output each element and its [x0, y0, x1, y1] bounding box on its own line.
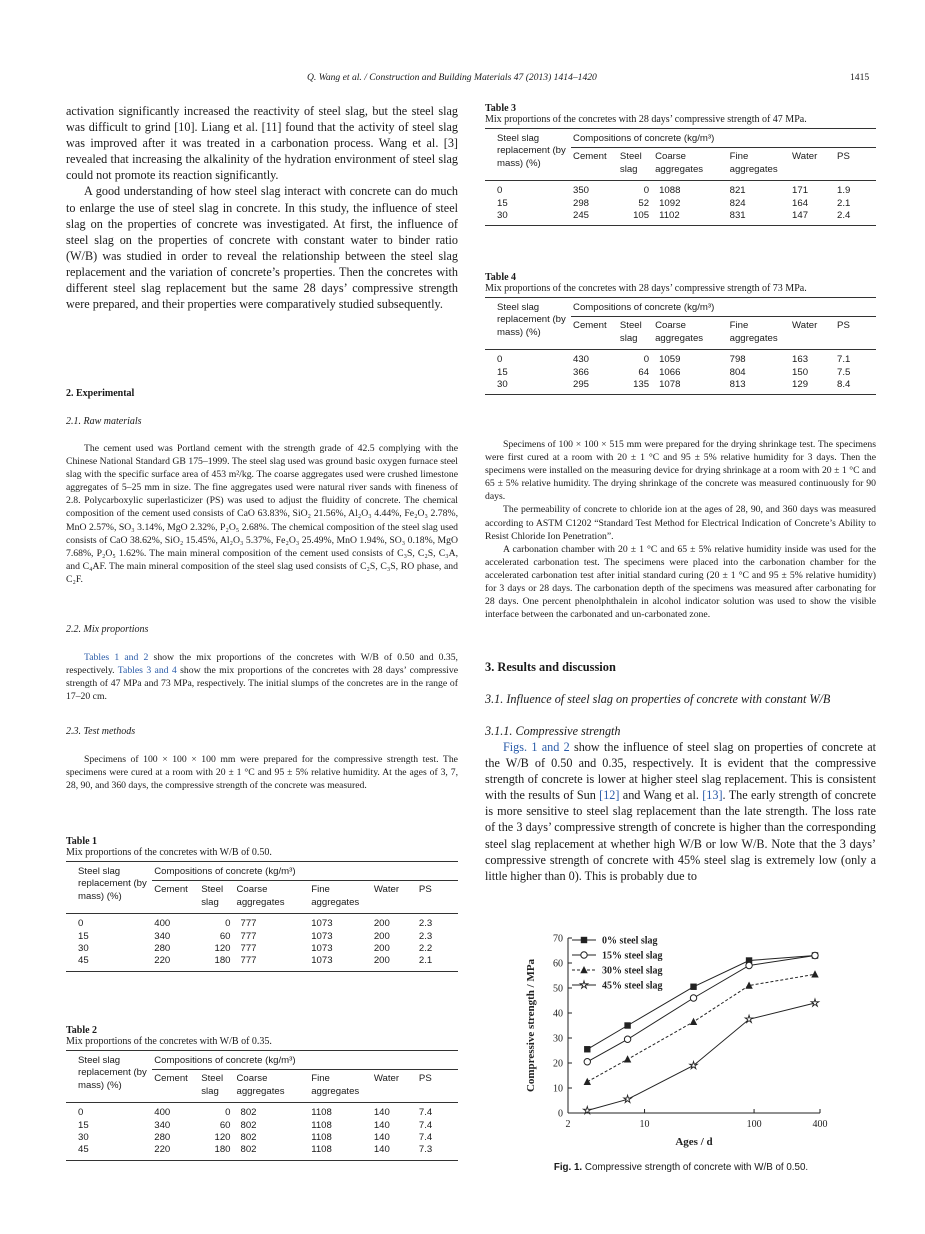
cs-text-a: show the influence of steel slag on properties of concrete at the W/B of 0.50 and 0.35, respectively. It is evident that the compressive strength of concrete is lower at higher steel slag replacement. This is consistent with the results of Sun: [485, 740, 876, 803]
cell-steel-slag: 64: [638, 366, 650, 378]
x-axis-label: Ages / d: [675, 1136, 713, 1148]
table-1-caption: Mix proportions of the concretes with W/B of 0.50.: [66, 847, 272, 858]
cell-fine: 1073: [311, 918, 333, 930]
legend-label: 0% steel slag: [602, 935, 658, 947]
table-row: [485, 210, 876, 226]
raw-materials-block: [66, 442, 458, 586]
cell-water: 147: [792, 210, 809, 222]
cell-cement: 220: [154, 955, 171, 967]
mix-text-mid: show the mix proportions of the concretes with W/B of 0.50 and 0.35, respectively.: [66, 652, 458, 677]
mix-proportions-block: [66, 651, 458, 703]
table-2-caption: Mix proportions of the concretes with W/B of 0.35.: [66, 1036, 272, 1047]
table-3: [485, 103, 876, 226]
cell-coarse: 1102: [659, 210, 680, 222]
carbonation-paragraph: A carbonation chamber with 20 ± 1 °C and 65 ± 5% relative humidity inside was used for the accelerated carbonation test. The specimens were placed into the carbonation chamber for the accelerated carbonation test after initial standard curing (20 ± 1 °C and 95 ± 5% relative humidity) for 3 days or 28 days. The carbonation depth of the specimens was measured after carbonating for 28 days. One percent phenolphthalein in alcohol indicator solution was used to show the visible interface between the carbonated and un-carbonated zone.: [485, 543, 876, 621]
header-coarse: Coarse aggregates: [655, 320, 704, 344]
legend-marker: [581, 952, 587, 958]
table-row: [66, 1103, 458, 1120]
cell-ps: 1.9: [837, 185, 851, 197]
section-heading-results: 3. Results and discussion: [485, 660, 616, 674]
figure-1-label: Fig. 1.: [553, 1162, 583, 1173]
y-tick-label: 60: [553, 958, 563, 970]
cell-coarse: 1088: [659, 185, 681, 197]
cell-water: 163: [792, 354, 809, 366]
mix-proportions-paragraph: [66, 651, 458, 703]
table-4: [485, 272, 876, 395]
table-row: [66, 931, 458, 943]
cell-water: 171: [792, 185, 809, 197]
cell-water: 140: [373, 1132, 390, 1144]
subsection-heading-test-methods: 2.3. Test methods: [66, 726, 136, 737]
data-point: [624, 1022, 630, 1028]
data-point: [690, 1062, 698, 1069]
subsection-2-3: [66, 726, 458, 737]
running-header: [0, 72, 925, 86]
cell-replacement: 30: [78, 943, 89, 955]
header-fine: Fine aggregates: [729, 320, 778, 344]
table-row: [485, 181, 876, 198]
compressive-strength-paragraph: [485, 739, 876, 884]
cell-coarse: 802: [240, 1119, 257, 1131]
cell-ps: 2.4: [837, 210, 851, 222]
data-point: [584, 1046, 590, 1052]
y-tick-label: 50: [553, 983, 563, 995]
header-fine: Fine aggregates: [729, 151, 778, 175]
legend-label: 45% steel slag: [602, 980, 663, 992]
cell-replacement: 0: [497, 185, 503, 197]
data-point: [811, 970, 818, 977]
data-point: [812, 952, 818, 958]
y-tick-label: 30: [553, 1033, 563, 1045]
legend-marker: [580, 966, 587, 973]
cell-fine: 1108: [311, 1119, 332, 1131]
y-tick-label: 40: [553, 1008, 563, 1020]
header-ps: PS: [837, 320, 850, 332]
data-point: [690, 995, 696, 1001]
cell-fine: 821: [729, 185, 746, 197]
table-3-grid: [485, 128, 876, 226]
data-point: [690, 1018, 697, 1025]
data-point: [746, 962, 752, 968]
left-column-intro: [66, 103, 458, 312]
cell-steel-slag: 105: [633, 210, 650, 222]
cell-cement: 295: [573, 379, 590, 391]
cell-cement: 400: [154, 1107, 171, 1119]
legend-label: 15% steel slag: [602, 950, 663, 962]
subsection-heading-compressive-strength: 3.1.1. Compressive strength: [485, 724, 621, 738]
cell-replacement: 30: [497, 379, 508, 391]
cell-fine: 1108: [311, 1107, 332, 1119]
y-tick-label: 20: [553, 1058, 563, 1070]
cell-replacement: 30: [497, 210, 508, 222]
legend-label: 30% steel slag: [602, 965, 663, 977]
cell-cement: 340: [154, 930, 171, 942]
cell-cement: 340: [154, 1119, 171, 1131]
table-row: [66, 955, 458, 971]
cell-ps: 7.4: [418, 1119, 433, 1131]
cell-steel-slag: 0: [643, 185, 650, 197]
cell-cement: 430: [573, 354, 590, 366]
cell-replacement: 30: [78, 1132, 89, 1144]
data-point: [624, 1036, 630, 1042]
table-row: [485, 379, 876, 395]
header-cement: Cement: [154, 884, 188, 896]
cell-replacement: 15: [78, 1119, 89, 1131]
figs-1-2-link[interactable]: Figs. 1 and 2: [503, 740, 570, 754]
table-row: [66, 1144, 458, 1160]
cell-fine: 804: [729, 366, 746, 378]
figure-1-caption: [486, 1162, 876, 1173]
subsection-3-1-1: [485, 724, 876, 884]
table-3-label: Table 3: [485, 103, 517, 114]
subsection-heading-raw-materials: 2.1. Raw materials: [66, 416, 142, 427]
y-tick-label: 70: [553, 933, 563, 945]
header-steel-slag: Steel slag: [201, 1073, 224, 1097]
cell-water: 164: [792, 197, 809, 209]
header-water: Water: [792, 320, 818, 332]
header-steel-slag: Steel slag: [619, 320, 642, 344]
cell-coarse: 802: [240, 1144, 257, 1156]
cell-ps: 7.3: [418, 1144, 433, 1156]
header-replacement: Steel slag replacement (by mass) (%): [497, 133, 566, 169]
header-ps: PS: [837, 151, 850, 163]
table-row: [485, 198, 876, 210]
cell-water: 140: [373, 1107, 390, 1119]
cell-steel-slag: 0: [225, 918, 231, 930]
cell-coarse: 802: [240, 1107, 257, 1119]
cell-cement: 298: [573, 197, 590, 209]
x-tick-label: 100: [746, 1119, 762, 1130]
cell-ps: 8.4: [837, 379, 851, 391]
test-methods-block: [66, 753, 458, 792]
cell-cement: 220: [154, 1144, 171, 1156]
cell-replacement: 15: [497, 197, 508, 209]
header-water: Water: [373, 1073, 400, 1085]
header-compositions: Compositions of concrete (kg/m³): [152, 862, 458, 881]
header-compositions: Compositions of concrete (kg/m³): [152, 1051, 458, 1070]
header-cement: Cement: [573, 320, 607, 332]
test-methods-paragraph: Specimens of 100 × 100 × 100 mm were prepared for the compressive strength test. The specimens were cured at a room with 20 ± 1 °C and 95 ± 5% relative humidity. At the ages of 3, 7, 28, 90, and 360 days, the compressive strength of the concrete was measured.: [66, 754, 458, 792]
cell-steel-slag: 52: [638, 197, 650, 209]
mix-text-end: show the mix proportions of the concretes with 28 days’ compressive strength of 47 MPa and 73 MPa, respectively. The initial slumps of the concretes are in the range of 17–20 cm.: [66, 665, 458, 703]
table-3-caption: Mix proportions of the concretes with 28 days’ compressive strength of 47 MPa.: [485, 114, 807, 125]
table-row: [66, 914, 458, 931]
cell-fine: 824: [729, 197, 746, 209]
y-tick-label: 10: [553, 1083, 563, 1095]
cell-coarse: 802: [240, 1132, 257, 1144]
cell-ps: 7.4: [418, 1132, 433, 1144]
test-methods-continued: [485, 438, 876, 621]
cs-text-c: . The early strength of concrete is more sensitive to steel slag replacement than the late strength. The loss rate of the 3 days’ compressive strength of concrete is higher than the corresponding steel slag replacement at whether high W/B or low W/B. Note that the 3 days’ compressive strength of concrete with 45% steel slag is extremely low (only a little higher than 0). This is probably due to: [485, 788, 876, 883]
header-fine: Fine aggregates: [311, 1073, 360, 1097]
y-tick-label: 0: [558, 1108, 563, 1120]
cell-replacement: 0: [78, 918, 84, 930]
cell-ps: 7.1: [837, 354, 851, 366]
cell-water: 200: [373, 943, 390, 955]
legend-marker: [580, 981, 588, 988]
cell-water: 200: [373, 955, 390, 967]
header-steel-slag: Steel slag: [619, 151, 642, 175]
header-coarse: Coarse aggregates: [236, 1073, 285, 1097]
cell-ps: 2.1: [837, 197, 851, 209]
cell-water: 140: [373, 1119, 390, 1131]
cell-water: 140: [373, 1144, 390, 1156]
table-1-label: Table 1: [66, 836, 98, 847]
data-point: [584, 1059, 590, 1065]
figure-1-caption-text: Compressive strength of concrete with W/B of 0.50.: [582, 1162, 809, 1173]
table-2-grid: [66, 1050, 458, 1161]
section-3: [485, 660, 876, 675]
legend-marker: [581, 937, 587, 943]
data-point: [811, 999, 819, 1006]
chart-svg: [520, 930, 850, 1155]
cell-coarse: 1066: [659, 366, 681, 378]
intro-paragraph-2: A good understanding of how steel slag interact with concrete can do much to enlarge the use of steel slag in concrete. In this study, the influence of steel slag on the properties of concrete was investigated. At first, the influence of steel slag on the properties of concrete with constant water to binder ratio (W/B) was studied in order to reveal the relationship between the steel slag replacement and the variation of concrete’s properties. Then the concretes with different steel slag replacement but the same 28 days’ compressive strength were prepared, and their properties were comparatively studied subsequently.: [66, 184, 458, 312]
cell-replacement: 15: [497, 366, 508, 378]
cell-steel-slag: 180: [214, 1144, 231, 1156]
cs-text-b: and Wang et al.: [619, 788, 703, 803]
table-2: [66, 1025, 458, 1161]
cell-fine: 1108: [311, 1132, 332, 1144]
cell-coarse: 777: [240, 930, 257, 942]
cell-replacement: 45: [78, 1144, 89, 1156]
section-heading-experimental: 2. Experimental: [66, 388, 135, 399]
cell-coarse: 1092: [659, 197, 681, 209]
cell-steel-slag: 60: [219, 1119, 231, 1131]
table-1: [66, 836, 458, 972]
x-tick-label: 2: [565, 1119, 571, 1130]
data-point: [584, 1078, 591, 1085]
cell-coarse: 1059: [659, 354, 681, 366]
drying-shrinkage-paragraph: Specimens of 100 × 100 × 515 mm were prepared for the drying shrinkage test. The specimens were first cured at a room with 20 ± 1 °C and 95 ± 5% relative humidity for 3 days. Then the specimens were installed on the measuring device for drying shrinkage at a room with 20 ± 1 °C and 65 ± 5% relative humidity. The drying shrinkage of the concrete was measured continuously for 90 days.: [485, 439, 876, 503]
subsection-3-1: [485, 692, 876, 707]
cell-steel-slag: 120: [214, 943, 231, 955]
subsection-heading-mix-proportions: 2.2. Mix proportions: [66, 624, 149, 635]
cell-fine: 1108: [311, 1144, 332, 1156]
intro-paragraph-1: activation significantly increased the reactivity of steel slag, but the steel slag was difficult to grind [10]. Liang et al. [11] found that the activity of steel slag was improved after it was treated in a carbonation process. Wang et al. [3] revealed that increasing the alkalinity of the hydration environment of steel slag could not promote its reaction significantly.: [66, 104, 458, 183]
cell-cement: 366: [573, 366, 590, 378]
table-1-grid: [66, 861, 458, 972]
header-cement: Cement: [573, 151, 607, 163]
cell-fine: 831: [729, 210, 746, 222]
subsection-2-1: [66, 416, 458, 427]
cell-fine: 1073: [311, 930, 333, 942]
cell-coarse: 1078: [659, 379, 681, 391]
cell-fine: 1073: [311, 955, 333, 967]
raw-materials-paragraph: The cement used was Portland cement with the strength grade of 42.5 complying with the Chinese National Standard GB 175–1999. The steel slag used was ground basic oxygen furnace steel slag with the specific surface area of 453 m²/kg. The coarse aggregates used were crushed limestone aggregates of 5–25 mm in size. The fine aggregates used were natural river sands with fineness of 2.8. Polycarboxylic superlasticizer (PS) was used to adjust the fluidity of concrete. The chemical composition of the cement used consists of CaO 63.83%, SiO₂ 21.56%, Al₂O₃ 4.44%, Fe₂O₃ 2.78%, MnO 2.57%, SO₃ 3.14%, MgO 2.32%, P₂O₅ 2.68%. The chemical composition of the steel slag used consists of CaO 38.62%, SiO₂ 15.45%, Al₂O₃ 5.37%, Fe₂O₃ 25.49%, MnO 1.94%, SO₃ 0.18%, MgO 7.68%, P₂O₅ 1.62%. The main mineral composition of the cement used consists of C₃S, C₂S, C₃A, and C₄AF. The main mineral composition of the steel slag used consists of C₂S, C₃S, RO phase, and C₂F.: [66, 443, 458, 585]
section-2: [66, 388, 458, 399]
cell-steel-slag: 135: [633, 379, 650, 391]
table-row: [66, 943, 458, 955]
cell-replacement: 0: [78, 1107, 84, 1119]
cell-coarse: 777: [240, 918, 257, 930]
ref-13-link[interactable]: [13]: [702, 788, 723, 803]
cell-cement: 400: [154, 918, 171, 930]
cell-ps: 7.4: [418, 1107, 433, 1119]
header-compositions: Compositions of concrete (kg/m³): [571, 298, 876, 317]
data-point: [624, 1095, 632, 1102]
header-coarse: Coarse aggregates: [236, 884, 285, 908]
subsection-heading-constant-wb: 3.1. Influence of steel slag on properties of concrete with constant W/B: [485, 692, 831, 706]
header-replacement: Steel slag replacement (by mass) (%): [78, 1055, 147, 1091]
cell-replacement: 45: [78, 955, 89, 967]
cell-cement: 350: [573, 185, 590, 197]
table-row: [66, 1120, 458, 1132]
header-water: Water: [792, 151, 818, 163]
cell-cement: 280: [154, 1132, 171, 1144]
table-2-label: Table 2: [66, 1025, 98, 1036]
cell-steel-slag: 0: [643, 354, 650, 366]
header-cement: Cement: [154, 1073, 188, 1085]
cell-ps: 2.1: [418, 955, 433, 967]
cell-ps: 2.3: [418, 918, 433, 930]
x-tick-label: 400: [812, 1119, 828, 1130]
cell-fine: 813: [729, 379, 746, 391]
cell-water: 150: [792, 366, 809, 378]
header-replacement: Steel slag replacement (by mass) (%): [78, 866, 147, 902]
running-title: Q. Wang et al. / Construction and Building Materials 47 (2013) 1414–1420: [307, 72, 597, 83]
data-point: [690, 984, 696, 990]
cell-cement: 280: [154, 943, 171, 955]
subsection-2-2: [66, 624, 458, 635]
figure-1-chart: [520, 930, 850, 1155]
cell-steel-slag: 0: [225, 1107, 231, 1119]
table-row: [66, 1132, 458, 1144]
table-4-grid: [485, 297, 876, 395]
page-number: 1415: [850, 72, 870, 83]
cell-water: 200: [373, 918, 390, 930]
table-4-label: Table 4: [485, 272, 517, 283]
header-ps: PS: [418, 1073, 432, 1085]
ref-12-link[interactable]: [12]: [599, 788, 620, 803]
cell-steel-slag: 180: [214, 955, 231, 967]
cell-replacement: 15: [78, 930, 89, 942]
header-steel-slag: Steel slag: [201, 884, 224, 908]
tables-3-4-link[interactable]: Tables 3 and 4: [117, 665, 177, 677]
x-tick-label: 10: [639, 1119, 650, 1130]
cell-replacement: 0: [497, 354, 503, 366]
data-point: [624, 1055, 631, 1062]
cell-steel-slag: 120: [214, 1132, 231, 1144]
header-fine: Fine aggregates: [311, 884, 360, 908]
tables-1-2-link[interactable]: Tables 1 and 2: [84, 652, 149, 663]
table-row: [485, 367, 876, 379]
permeability-paragraph: The permeability of concrete to chloride ion at the ages of 28, 90, and 360 days was measured according to ASTM C1202 “Standard Test Method for Electrical Indication of Concrete’s Ability to Resist Chloride Ion Penetration”.: [485, 504, 876, 542]
header-ps: PS: [418, 884, 432, 896]
cell-coarse: 777: [240, 943, 257, 955]
cell-cement: 245: [573, 210, 590, 222]
cell-fine: 798: [729, 354, 746, 366]
cell-ps: 2.3: [418, 930, 433, 942]
cell-steel-slag: 60: [219, 930, 231, 942]
cell-water: 200: [373, 930, 390, 942]
header-water: Water: [373, 884, 400, 896]
series-line-4: [587, 1003, 815, 1111]
header-replacement: Steel slag replacement (by mass) (%): [497, 302, 566, 338]
cell-coarse: 777: [240, 955, 257, 967]
cell-water: 129: [792, 379, 809, 391]
cell-fine: 1073: [311, 943, 333, 955]
header-coarse: Coarse aggregates: [655, 151, 704, 175]
table-row: [485, 350, 876, 367]
table-4-caption: Mix proportions of the concretes with 28 days’ compressive strength of 73 MPa.: [485, 283, 807, 294]
cell-ps: 7.5: [837, 366, 851, 378]
cell-ps: 2.2: [418, 943, 433, 955]
header-compositions: Compositions of concrete (kg/m³): [571, 129, 876, 148]
y-axis-label: Compressive strength / MPa: [525, 958, 537, 1093]
